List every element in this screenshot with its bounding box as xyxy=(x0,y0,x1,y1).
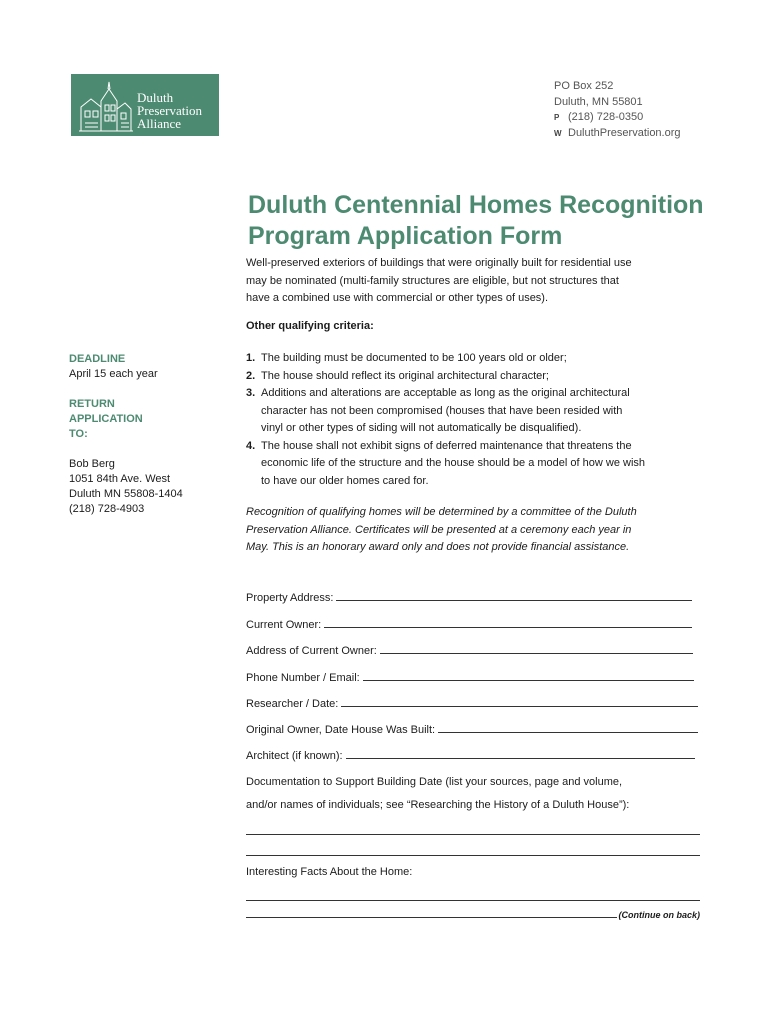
return-city: Duluth MN 55808-1404 xyxy=(69,488,183,500)
current-owner-field[interactable] xyxy=(246,617,692,632)
criteria-heading: Other qualifying criteria: xyxy=(246,320,374,332)
list-item xyxy=(246,350,716,368)
web-label: W xyxy=(554,128,562,138)
criterion-line: The building must be documented to be 100 years old or older; xyxy=(261,352,567,364)
note-line: Recognition of qualifying homes will be determined by a committee of the Duluth xyxy=(246,506,637,518)
logo-text-line: Preservation xyxy=(137,103,202,118)
field-label: Researcher / Date: xyxy=(246,698,339,710)
return-phone: (218) 728-4903 xyxy=(69,503,145,515)
logo-text-line: Alliance xyxy=(137,116,182,131)
list-number: 3. xyxy=(246,387,256,399)
continue-on-back-note: (Continue on back) xyxy=(618,910,700,920)
criterion-line: economic life of the structure and the house should be a model of how we wish xyxy=(261,457,646,469)
list-number: 2. xyxy=(246,369,256,382)
facts-blank-line[interactable] xyxy=(246,908,617,918)
field-label: Property Address: xyxy=(246,592,334,604)
deadline-value: April 15 each year xyxy=(69,368,158,380)
title-line-2: Program Application Form xyxy=(248,222,563,250)
field-label: Architect (if known): xyxy=(246,750,343,762)
property-address-field[interactable] xyxy=(246,590,692,605)
blank-line[interactable] xyxy=(438,722,698,733)
documentation-label: Documentation to Support Building Date (list your sources, page and volume, xyxy=(246,776,623,788)
phone-email-field[interactable] xyxy=(246,670,694,685)
documentation-blank-line[interactable] xyxy=(246,834,700,835)
house-illustration-icon xyxy=(77,79,135,133)
list-item xyxy=(246,385,716,438)
documentation-blank-line[interactable] xyxy=(246,855,700,856)
return-street: 1051 84th Ave. West xyxy=(69,473,171,485)
title-line-1: Duluth Centennial Homes Recognition xyxy=(248,191,704,219)
facts-last-line xyxy=(246,908,700,920)
list-number: 1. xyxy=(246,352,256,364)
field-label: Phone Number / Email: xyxy=(246,672,360,684)
return-label: TO: xyxy=(69,428,88,440)
blank-line[interactable] xyxy=(363,670,694,681)
interesting-facts-label: Interesting Facts About the Home: xyxy=(246,866,413,878)
phone-label: P xyxy=(554,113,560,122)
blank-line[interactable] xyxy=(380,643,693,654)
criterion-line: Additions and alterations are acceptable as long as the original architectural xyxy=(261,387,630,399)
return-label: RETURN xyxy=(69,398,115,410)
field-label: Address of Current Owner: xyxy=(246,645,377,657)
criterion-line: vinyl or other types of siding will not automatically be disqualified). xyxy=(261,422,582,434)
criterion-line: character has not been compromised (houses that have been resided with xyxy=(261,404,623,417)
criterion-line: to have our older homes cared for. xyxy=(261,474,429,487)
criterion-line: The house should reflect its original architectural character; xyxy=(261,369,549,382)
owner-address-field[interactable] xyxy=(246,643,693,658)
sidebar xyxy=(69,352,229,517)
documentation-label: and/or names of individuals; see “Researching the History of a Duluth House”): xyxy=(246,799,630,811)
list-number: 4. xyxy=(246,439,256,452)
city-state-zip: Duluth, MN 55801 xyxy=(554,95,643,108)
criterion-line: The house shall not exhibit signs of deferred maintenance that threatens the xyxy=(261,439,632,452)
facts-blank-line[interactable] xyxy=(246,900,700,901)
logo-text-line: Duluth xyxy=(137,90,174,105)
original-owner-field[interactable] xyxy=(246,722,698,737)
note-line: May. This is an honorary award only and does not provide financial assistance. xyxy=(246,541,630,553)
blank-line[interactable] xyxy=(336,590,692,601)
blank-line[interactable] xyxy=(346,748,695,759)
architect-field[interactable] xyxy=(246,748,695,763)
return-name: Bob Berg xyxy=(69,458,115,470)
contact-block xyxy=(554,79,681,141)
intro-line: Well-preserved exteriors of buildings that were originally built for residential use xyxy=(246,257,632,269)
researcher-date-field[interactable] xyxy=(246,696,698,711)
phone-line xyxy=(554,110,681,126)
list-item xyxy=(246,438,716,491)
intro-line: have a combined use with commercial or other types of uses). xyxy=(246,292,549,304)
po-box: PO Box 252 xyxy=(554,80,614,92)
website-link[interactable]: DuluthPreservation.org xyxy=(568,126,681,139)
list-item xyxy=(246,368,716,386)
intro-paragraph xyxy=(246,255,716,308)
return-label: APPLICATION xyxy=(69,413,143,425)
page-title xyxy=(248,190,728,252)
note-line: Preservation Alliance. Certificates will be presented at a ceremony each year in xyxy=(246,523,632,536)
field-label: Current Owner: xyxy=(246,619,322,631)
web-line xyxy=(554,126,681,142)
deadline-label: DEADLINE xyxy=(69,353,126,365)
field-label: Original Owner, Date House Was Built: xyxy=(246,724,436,736)
blank-line[interactable] xyxy=(324,617,692,628)
intro-line: may be nominated (multi-family structures are eligible, but not structures that xyxy=(246,274,619,287)
committee-note xyxy=(246,504,706,557)
phone-number: (218) 728-0350 xyxy=(568,111,644,123)
blank-line[interactable] xyxy=(341,696,698,707)
criteria-list xyxy=(246,350,716,490)
duluth-preservation-alliance-logo xyxy=(71,74,219,136)
